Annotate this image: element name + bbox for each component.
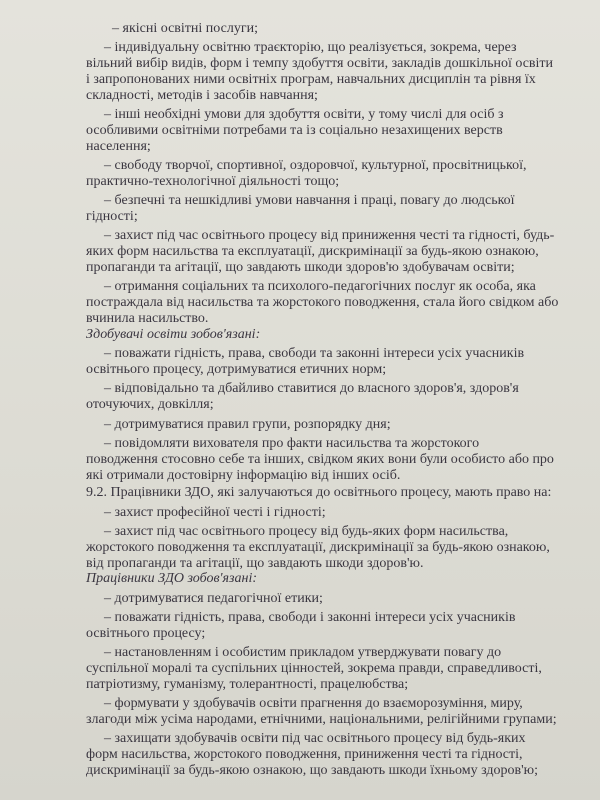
text-line: суспільної моралі та суспільних цінностей, зокрема правди, справедливості, [86,661,542,677]
text-line: – відповідально та дбайливо ставитися до власного здоров'я, здоров'я [104,381,519,397]
text-line: – дотримуватися педагогічної етики; [104,590,323,606]
text-line: вчинила насильство. [86,311,209,327]
text-line: жорстокого поводження та експлуатації, дискримінації за будь-якою ознакою, [86,539,550,555]
text-line: практично-технологічної діяльності тощо; [86,173,340,189]
text-line: і запропонованих ними освітніх програм, навчальних дисциплін та рівня їх [86,71,536,87]
text-line: патріотизму, гуманізму, толерантності, працелюбства; [86,676,409,692]
text-line: дискримінації за будь-якою ознакою, що завдають шкоди їхньому здоров'ю; [86,763,538,778]
text-line: освітнього процесу; [86,625,206,641]
text-line: – безпечні та нешкідливі умови навчання і праці, повагу до людської [104,193,515,209]
text-line: особливими освітніми потребами та із соціально незахищених верств [86,122,503,138]
text-line: форм насильства, жорстокого поводження, приниження честі та гідності, [86,747,523,763]
text-line: постраждала від насильства та жорстокого поводження, стала його свідком або [86,295,559,311]
text-line: – дотримуватися правил групи, розпорядку дня; [104,416,391,432]
text-line: освітнього процесу, дотримуватися етичних норм; [86,362,387,378]
section-heading: Працівники ЗДО зобов'язані: [86,571,258,587]
text-line: – захист професійної честі і гідності; [104,504,326,520]
section-heading: Здобувачі освіти зобов'язані: [86,326,261,342]
text-line: – поважати гідність, права, свободи та законні інтереси усіх учасників [104,346,525,362]
text-line: – індивідуальну освітню траєкторію, що реалізується, зокрема, через [104,40,517,56]
text-line: злагоди між усіма народами, етнічними, національними, релігійними групами; [86,712,557,727]
text-line: – формувати у здобувачів освіти прагнення до взаєморозуміння, миру, [104,696,523,712]
text-line: яких форм насильства та експлуатації, дискримінації за будь-якою ознакою, [86,244,539,260]
text-line: оточуючих, довкілля; [86,397,214,413]
text-line: населення; [86,138,151,154]
text-line: – захист під час освітнього процесу від будь-яких форм насильства, [104,523,509,539]
text-line: – захищати здобувачів освіти під час освітнього процесу від будь-яких [104,731,526,747]
text-line: – інші необхідні умови для здобуття освіти, у тому числі для осіб з [104,107,504,123]
text-line: які отримали достовірну інформацію від інших осіб. [86,467,401,483]
text-line: 9.2. Працівники ЗДО, які залучаються до освітнього процесу, мають право на: [86,485,552,501]
text-line: – поважати гідність, права, свободи і законні інтереси усіх учасників [104,610,516,626]
text-line: – повідомляти вихователя про факти насильства та жорстокого [104,435,480,451]
text-line: – захист під час освітнього процесу від приниження честі та гідності, будь- [104,228,555,244]
text-line: складності, методів і засобів навчання; [86,87,318,103]
text-line: від пропаганди та агітації, що завдають шкоди здоров'ю. [86,555,424,571]
text-line: – якісні освітні послуги; [112,21,258,36]
text-line: – настановленням і особистим прикладом утверджувати повагу до [104,645,502,661]
text-line: пропаганди та агітації, що завдають шкоди здоров'ю здобувачам освіти; [86,260,515,276]
text-line: – отримання соціальних та психолого-педагогічних послуг як особа, яка [104,279,536,295]
text-line: гідності; [86,209,138,225]
text-line: поводження стосовно себе та інших, свідком яких вони були особисто або про [86,451,554,467]
text-line: вільний вибір видів, форм і темпу здобуття освіти, закладів дошкільної освіти [86,56,554,72]
text-line: – свободу творчої, спортивної, оздоровчої, культурної, просвітницької, [104,158,527,174]
